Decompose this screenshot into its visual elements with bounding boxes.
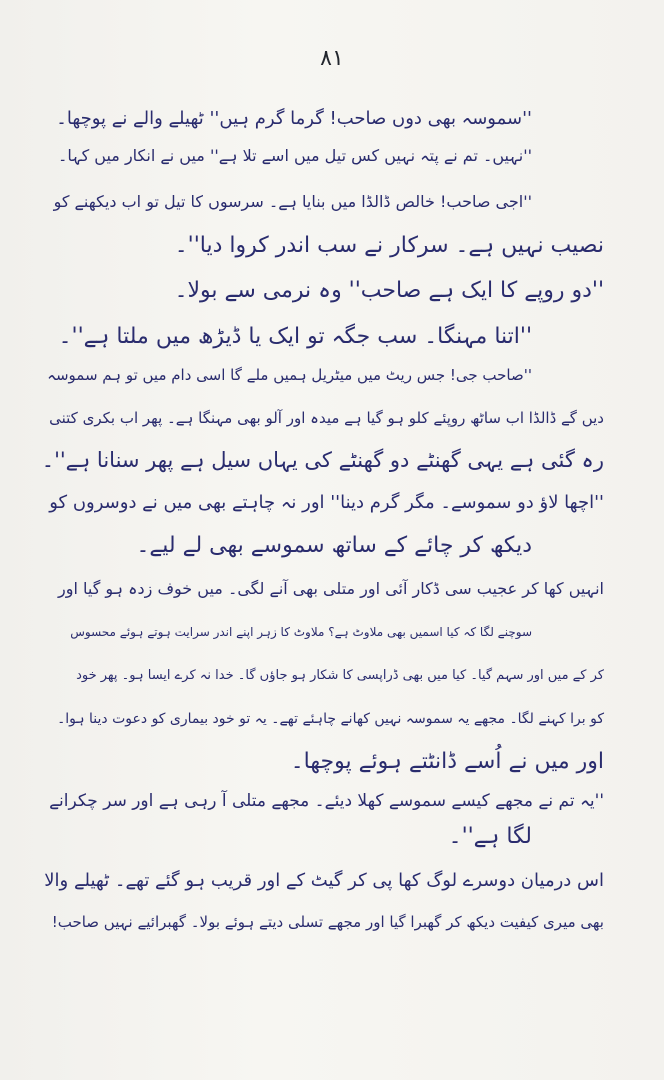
text-line: ''دو روپے کا ایک ہے صاحب'' وہ نرمی سے بولا۔ — [174, 278, 604, 303]
text-line: نصیب نہیں ہے۔ سرکار نے سب اندر کروا دیا''۔ — [174, 233, 604, 258]
text-line: دیں گے ڈالڈا اب ساٹھ روپئے کلو ہو گیا ہے میدہ اور آلو بھی مہنگا ہے۔ پھر اب بکری کتنی — [49, 409, 604, 427]
text-line: لگا ہے''۔ — [448, 824, 532, 849]
text-line: ''صاحب جی! جس ریٹ میں میٹریل ہمیں ملے گا اسی دام میں تو ہم سموسہ — [47, 366, 532, 384]
text-line: بھی میری کیفیت دیکھ کر گھبرا گیا اور مجھے تسلی دیتے ہوئے بولا۔ گھبرائیے نہیں صاحب! — [51, 913, 604, 931]
text-line: دیکھ کر چائے کے ساتھ سموسے بھی لے لیے۔ — [136, 533, 532, 558]
text-line: ''سموسہ بھی دوں صاحب! گرما گرم ہیں'' ٹھیلے والے نے پوچھا۔ — [56, 108, 532, 129]
page-number: ٨١ — [320, 46, 344, 71]
text-line: ''اچھا لاؤ دو سموسے۔ مگر گرم دینا'' اور نہ چاہتے بھی میں نے دوسروں کو — [49, 492, 604, 513]
text-line: کر کے میں اور سہم گیا۔ کیا میں بھی ڈراپسی کا شکار ہو جاؤں گا۔ خدا نہ کرے ایسا ہو۔ پھر خود — [76, 668, 604, 683]
text-line: رہ گئی ہے یہی گھنٹے دو گھنٹے کی یہاں سیل ہے پھر سنانا ہے''۔ — [41, 448, 604, 472]
text-line: سوچنے لگا کہ کیا اسمیں بھی ملاوٹ ہے؟ ملاوٹ کا زہر اپنے اندر سرایت ہوتے ہوئے محسوس — [70, 625, 532, 639]
text-line: کو برا کہنے لگا۔ مجھے یہ سموسہ نہیں کھانے چاہئے تھے۔ یہ تو خود بیماری کو دعوت دینا ہوا۔ — [57, 711, 604, 727]
text-line: اس درمیان دوسرے لوگ کھا پی کر گیٹ کے اور قریب ہو گئے تھے۔ ٹھیلے والا — [44, 870, 604, 891]
text-line: ''اتنا مہنگا۔ سب جگہ تو ایک یا ڈیڑھ میں ملتا ہے''۔ — [58, 324, 532, 349]
text-line: ''یہ تم نے مجھے کیسے سموسے کھلا دیئے۔ مجھے متلی آ رہی ہے اور سر چکرانے — [49, 791, 604, 811]
text-line: انہیں کھا کر عجیب سی ڈکار آئی اور متلی بھی آنے لگی۔ میں خوف زدہ ہو گیا اور — [58, 579, 604, 598]
text-line: اور میں نے اُسے ڈانٹتے ہوئے پوچھا۔ — [290, 749, 604, 774]
text-line: ''اجی صاحب! خالص ڈالڈا میں بنایا ہے۔ سرسوں کا تیل تو اب دیکھنے کو — [53, 192, 532, 211]
text-line: ''نہیں۔ تم نے پتہ نہیں کس تیل میں اسے تلا ہے'' میں نے انکار میں کہا۔ — [57, 146, 532, 165]
